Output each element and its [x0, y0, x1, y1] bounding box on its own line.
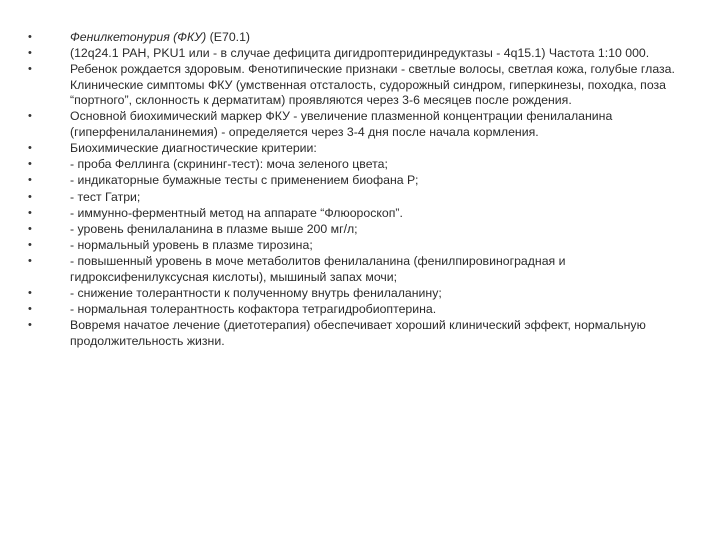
list-item	[28, 206, 700, 221]
bullet-marker: •	[28, 31, 32, 43]
item-text: - уровень фенилаланина в плазме выше 200 мг/л;	[70, 222, 358, 237]
list-item	[28, 46, 700, 61]
item-text: - повышенный уровень в моче метаболитов фенилаланина (фенилпировиноградная и гидроксифенилуксусная кислоты), мышиный запах мочи;	[70, 254, 566, 284]
list-item	[28, 141, 700, 156]
item-text-italic: Фенилкетонурия (ФКУ)	[70, 30, 207, 44]
list-item	[28, 286, 700, 301]
item-text: Ребенок рождается здоровым. Фенотипические признаки - светлые волосы, светлая кожа, голубые глаза. Клинические симптомы ФКУ (умственная отсталость, судорожный синдром, гиперкинезы, походка, поза “портного”, склонность к дерматитам) проявляются через 3-6 месяцев после рождения.	[70, 62, 675, 108]
list-item	[28, 109, 700, 140]
bullet-marker: •	[28, 239, 32, 252]
bullet-marker: •	[28, 47, 32, 60]
item-text: - нормальная толерантность кофактора тетрагидробиоптерина.	[70, 302, 437, 317]
bullet-marker: •	[28, 174, 32, 187]
bullet-marker: •	[28, 158, 32, 171]
list-item	[28, 254, 700, 285]
list-item	[28, 157, 700, 172]
bullet-list	[28, 30, 700, 350]
bullet-marker: •	[28, 287, 32, 300]
bullet-marker: •	[28, 142, 32, 155]
bullet-marker: •	[28, 206, 32, 219]
item-text: Основной биохимический маркер ФКУ - увеличение плазменной концентрации фенилаланина (гиперфенилаланинемия) - определяется через 3-4 дня после начала кормления.	[70, 109, 613, 139]
bullet-marker: •	[28, 190, 32, 203]
list-item	[28, 30, 700, 45]
item-text: - нормальный уровень в плазме тирозина;	[70, 238, 313, 253]
item-text: - индикаторные бумажные тесты с применением биофана Р;	[70, 173, 419, 188]
list-item	[28, 190, 700, 205]
list-item	[28, 302, 700, 317]
item-text: - проба Феллинга (скрининг-тест): моча зеленого цвета;	[70, 157, 388, 172]
bullet-marker: •	[28, 303, 32, 316]
item-text: - снижение толерантности к полученному внутрь фенилаланину;	[70, 286, 442, 301]
item-text: Вовремя начатое лечение (диетотерапия) обеспечивает хороший клинический эффект, нормальную продолжительность жизни.	[70, 318, 646, 348]
item-text: Биохимические диагностические критерии:	[70, 141, 317, 156]
list-item	[28, 318, 700, 349]
item-text: (12q24.1 PAH, PKU1 или - в случае дефицита дигидроптеридинредуктазы - 4q15.1) Частота 1:10 000.	[70, 46, 650, 61]
bullet-marker: •	[28, 63, 32, 76]
list-item	[28, 173, 700, 188]
bullet-marker: •	[28, 319, 32, 332]
item-text: - тест Гатри;	[70, 189, 141, 204]
bullet-marker: •	[28, 110, 32, 123]
list-item	[28, 62, 700, 108]
bullet-marker: •	[28, 255, 32, 268]
item-text: - иммунно-ферментный метод на аппарате “Флюороскоп”.	[70, 205, 403, 220]
list-item	[28, 222, 700, 237]
bullet-marker: •	[28, 223, 32, 236]
item-text: (Е70.1)	[206, 30, 251, 44]
list-item	[28, 238, 700, 253]
